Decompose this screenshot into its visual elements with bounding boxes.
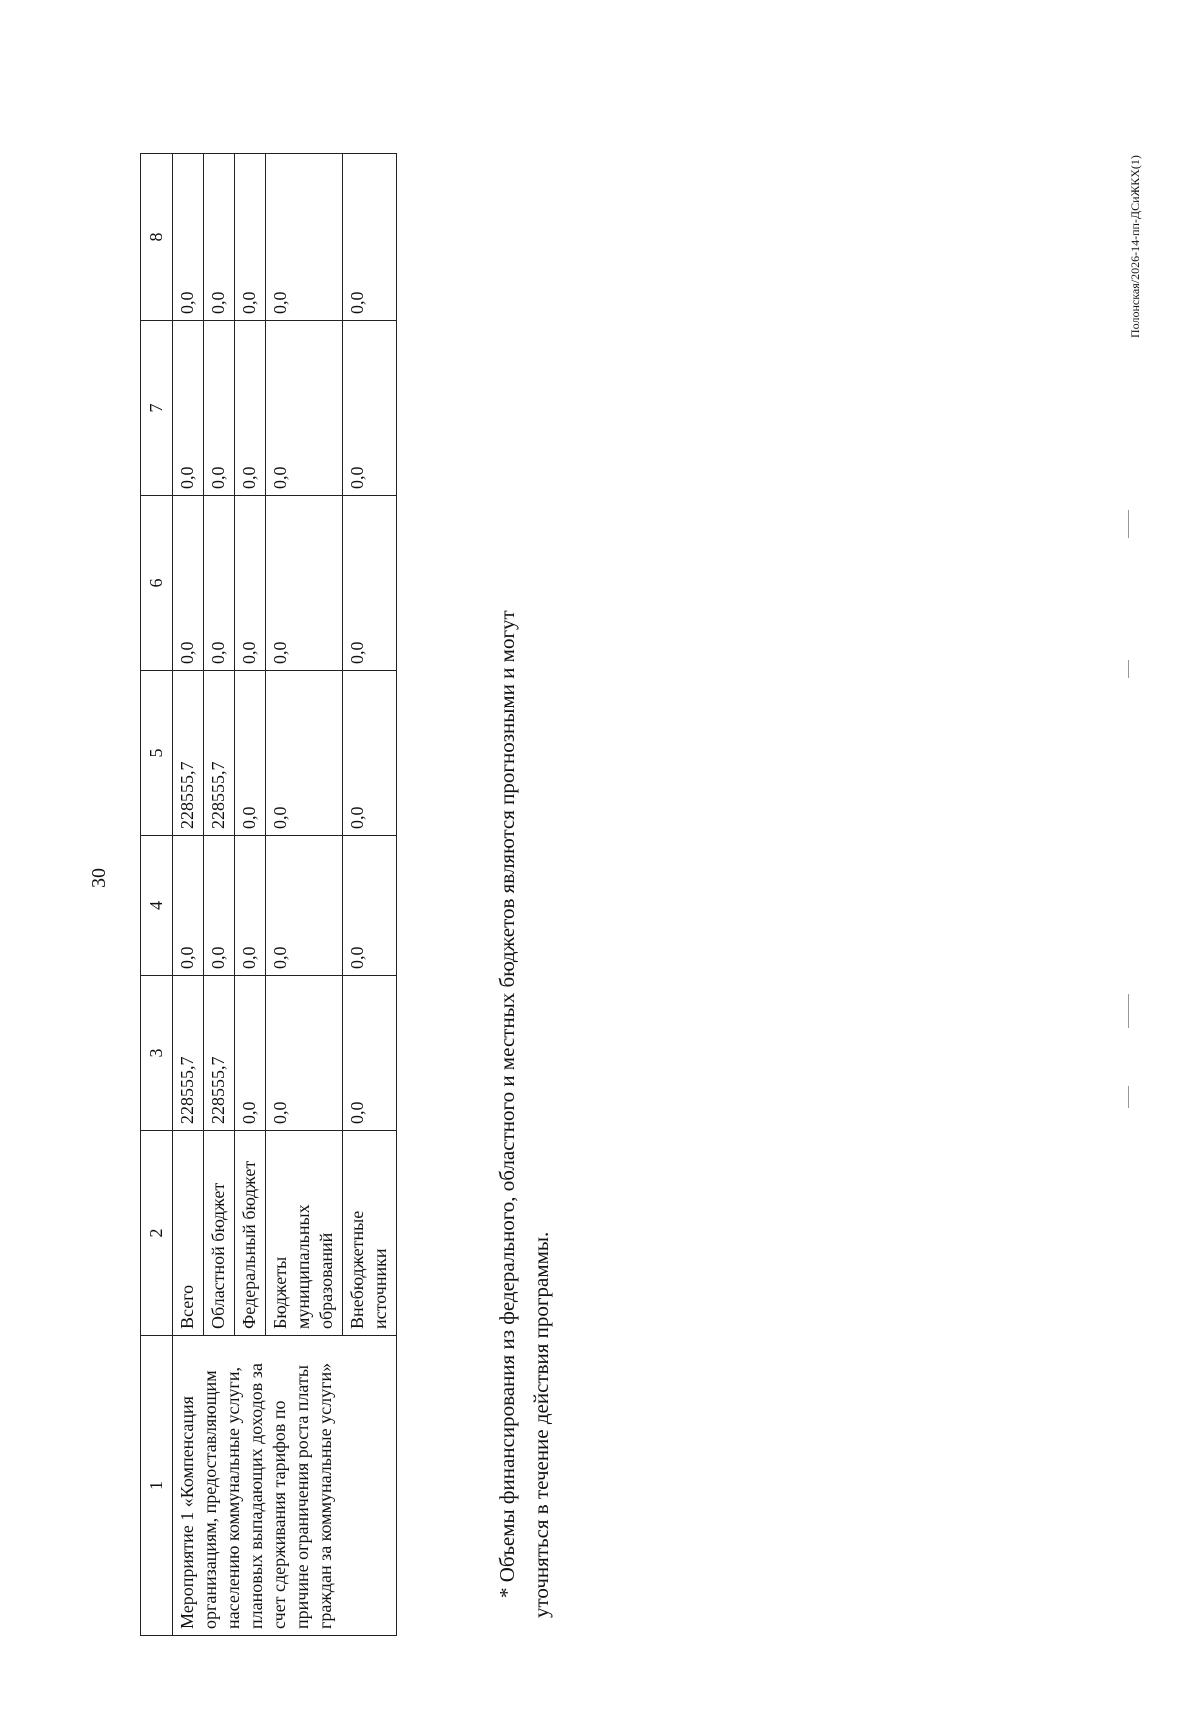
value-cell: 0,0 <box>343 321 397 496</box>
scan-artifact <box>1128 1086 1129 1108</box>
value-cell: 0,0 <box>266 836 343 976</box>
value-cell: 0,0 <box>343 836 397 976</box>
value-cell: 228555,7 <box>204 671 235 836</box>
value-cell: 0,0 <box>204 321 235 496</box>
page-number: 30 <box>88 868 110 888</box>
column-header: 1 <box>141 1336 173 1636</box>
column-header: 4 <box>141 836 173 976</box>
footnote-line: * Объемы финансирования из федерального, областного и местных бюджетов являются прогнозными и могут <box>495 610 519 1598</box>
value-cell: 0,0 <box>343 496 397 671</box>
value-cell: 0,0 <box>204 154 235 321</box>
table-row <box>173 154 204 1636</box>
value-cell: 0,0 <box>173 321 204 496</box>
value-cell: 0,0 <box>266 976 343 1131</box>
footnote <box>490 198 558 1618</box>
table-header-row <box>141 154 173 1636</box>
scan-artifact <box>1128 660 1129 678</box>
column-header: 7 <box>141 321 173 496</box>
funding-source: Внебюджетные источники <box>343 1131 397 1336</box>
value-cell: 0,0 <box>266 671 343 836</box>
value-cell: 0,0 <box>343 976 397 1131</box>
document-code: Полонская/2026-14-пп-ДСиЖКХ(1) <box>1128 155 1142 338</box>
column-header: 3 <box>141 976 173 1131</box>
column-header: 6 <box>141 496 173 671</box>
column-header: 8 <box>141 154 173 321</box>
value-cell: 0,0 <box>173 154 204 321</box>
value-cell: 228555,7 <box>204 976 235 1131</box>
funding-source: Областной бюджет <box>204 1131 235 1336</box>
footnote-line: уточняться в течение действия программы. <box>529 1231 553 1618</box>
value-cell: 0,0 <box>266 496 343 671</box>
value-cell: 0,0 <box>266 154 343 321</box>
column-header: 2 <box>141 1131 173 1336</box>
value-cell: 228555,7 <box>173 671 204 836</box>
funding-table <box>140 153 397 1636</box>
funding-source: Федеральный бюджет <box>235 1131 266 1336</box>
value-cell: 0,0 <box>235 496 266 671</box>
value-cell: 0,0 <box>173 836 204 976</box>
value-cell: 0,0 <box>343 154 397 321</box>
funding-source: Всего <box>173 1131 204 1336</box>
value-cell: 228555,7 <box>173 976 204 1131</box>
value-cell: 0,0 <box>235 154 266 321</box>
scan-artifact <box>1128 510 1129 538</box>
value-cell: 0,0 <box>235 836 266 976</box>
value-cell: 0,0 <box>235 321 266 496</box>
value-cell: 0,0 <box>235 671 266 836</box>
value-cell: 0,0 <box>204 496 235 671</box>
column-header: 5 <box>141 671 173 836</box>
event-description: Мероприятие 1 «Компенсация организациям, предоставляющим населению коммунальные услуги, плановых выпадающих доходов за счет сдерживания тарифов по причине ограничения роста платы граждан за коммунальные услуги» <box>173 1336 397 1636</box>
funding-source: Бюджеты муниципальных образований <box>266 1131 343 1336</box>
value-cell: 0,0 <box>343 671 397 836</box>
value-cell: 0,0 <box>266 321 343 496</box>
scan-artifact <box>1128 994 1129 1028</box>
value-cell: 0,0 <box>235 976 266 1131</box>
value-cell: 0,0 <box>173 496 204 671</box>
value-cell: 0,0 <box>204 836 235 976</box>
